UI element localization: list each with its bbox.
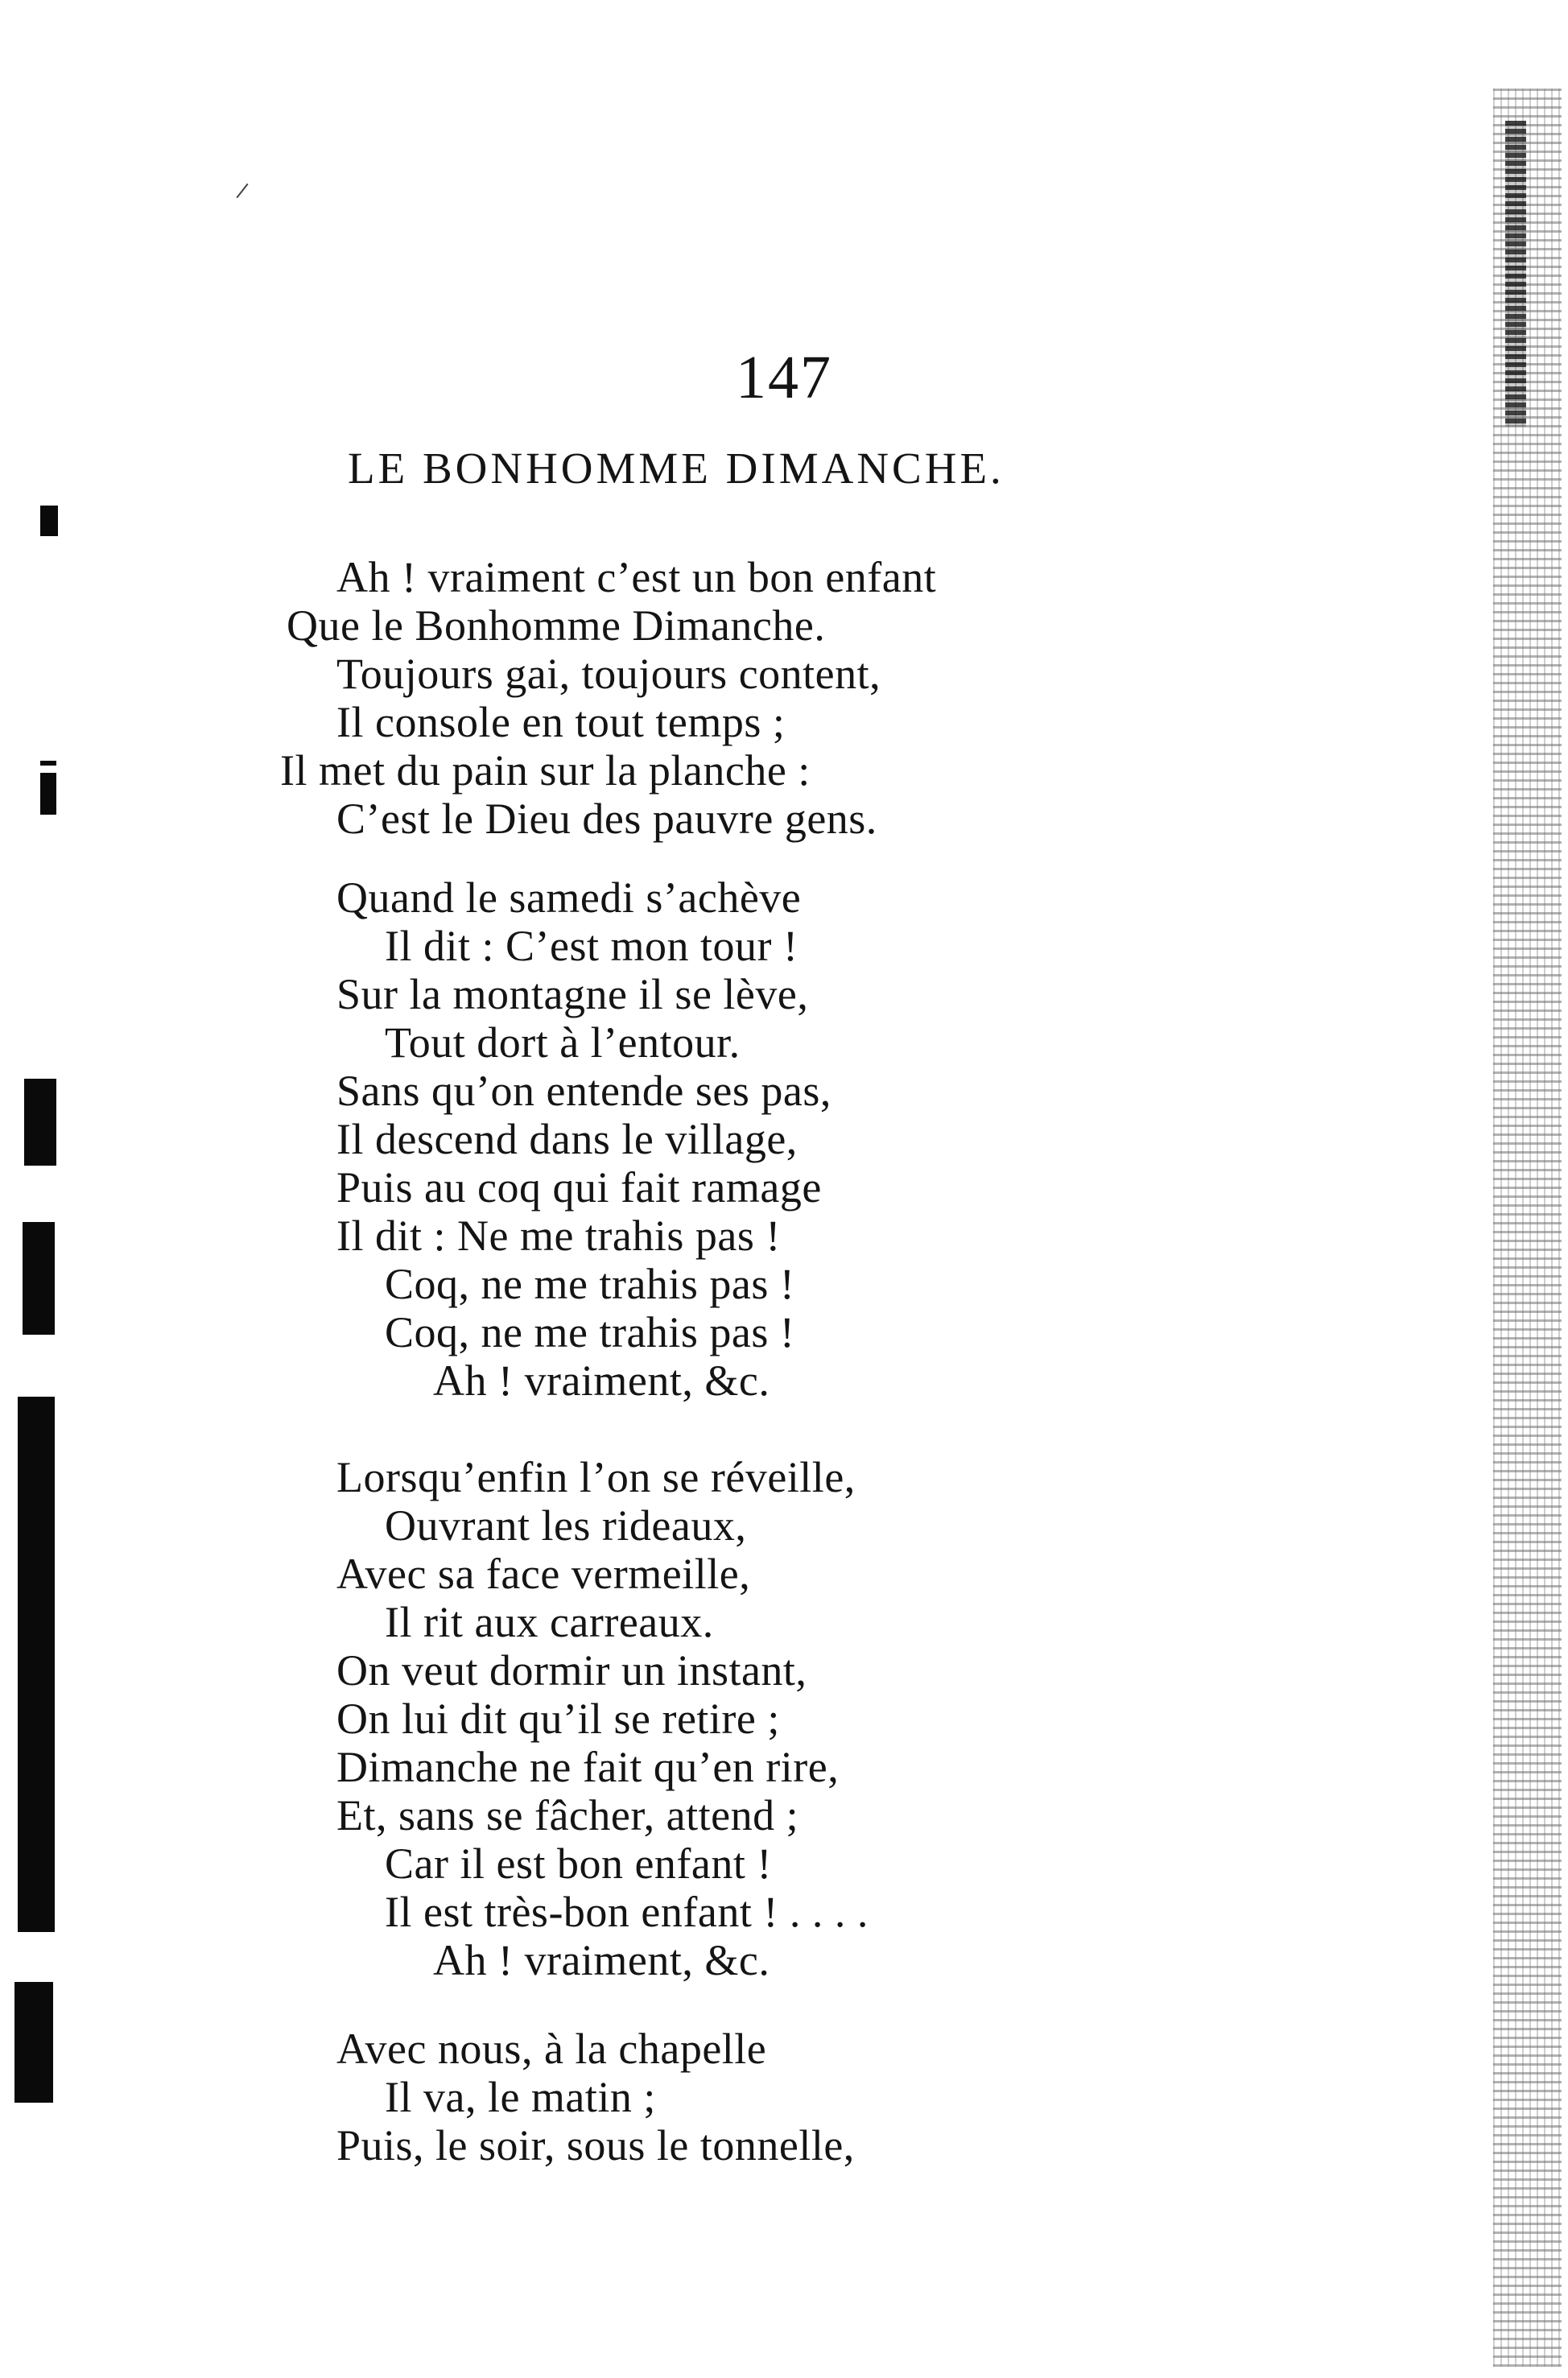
- poem-line: Quand le samedi s’achève: [336, 873, 802, 922]
- poem-line: On lui dit qu’il se retire ;: [336, 1695, 780, 1743]
- poem-line: Toujours gai, toujours content,: [336, 650, 881, 698]
- poem-line: Dimanche ne fait qu’en rire,: [336, 1743, 840, 1791]
- poem-title: LE BONHOMME DIMANCHE.: [348, 444, 1005, 493]
- poem-refrain: Ah ! vraiment, &c.: [433, 1936, 770, 1984]
- poem-line: Puis au coq qui fait ramage: [336, 1163, 822, 1212]
- poem-line: Coq, ne me trahis pas !: [385, 1260, 795, 1308]
- poem-line: Il est très-bon enfant ! . . . .: [385, 1888, 869, 1936]
- binding-mark: [40, 761, 56, 766]
- poem-line: On veut dormir un instant,: [336, 1646, 807, 1695]
- poem-line: Tout dort à l’entour.: [385, 1018, 741, 1067]
- poem-line: Ah ! vraiment c’est un bon enfant: [336, 553, 937, 601]
- poem-line: Que le Bonhomme Dimanche.: [287, 601, 826, 650]
- poem-refrain: Ah ! vraiment, &c.: [433, 1356, 770, 1405]
- poem-line: Il met du pain sur la planche :: [280, 746, 811, 795]
- poem-line: Il descend dans le village,: [336, 1115, 798, 1163]
- poem-line: Il va, le matin ;: [385, 2073, 656, 2121]
- pencil-mark: [236, 184, 248, 199]
- binding-mark: [23, 1222, 55, 1335]
- poem-line: Sans qu’on entende ses pas,: [336, 1067, 831, 1115]
- page-number: 147: [736, 344, 832, 411]
- poem-line: C’est le Dieu des pauvre gens.: [336, 795, 877, 843]
- poem-line: Car il est bon enfant !: [385, 1839, 772, 1888]
- poem-line: Il dit : C’est mon tour !: [385, 922, 798, 970]
- poem-line: Il console en tout temps ;: [336, 698, 786, 746]
- poem-line: Il dit : Ne me trahis pas !: [336, 1212, 781, 1260]
- poem-line: Puis, le soir, sous le tonnelle,: [336, 2121, 855, 2170]
- poem-line: Et, sans se fâcher, attend ;: [336, 1791, 799, 1839]
- poem-line: Il rit aux carreaux.: [385, 1598, 714, 1646]
- binding-mark: [18, 1397, 55, 1932]
- poem-line: Avec nous, à la chapelle: [336, 2025, 767, 2073]
- page-edge-shadow: [1493, 89, 1562, 2367]
- binding-mark: [14, 1982, 53, 2103]
- poem-line: Coq, ne me trahis pas !: [385, 1308, 795, 1356]
- poem-line: Sur la montagne il se lève,: [336, 970, 809, 1018]
- binding-mark: [40, 773, 56, 815]
- poem-line: Lorsqu’enfin l’on se réveille,: [336, 1453, 856, 1501]
- page-edge-shadow: [1505, 121, 1526, 427]
- poem-line: Ouvrant les rideaux,: [385, 1501, 747, 1550]
- binding-mark: [40, 506, 58, 536]
- poem-line: Avec sa face vermeille,: [336, 1550, 751, 1598]
- binding-mark: [24, 1079, 56, 1166]
